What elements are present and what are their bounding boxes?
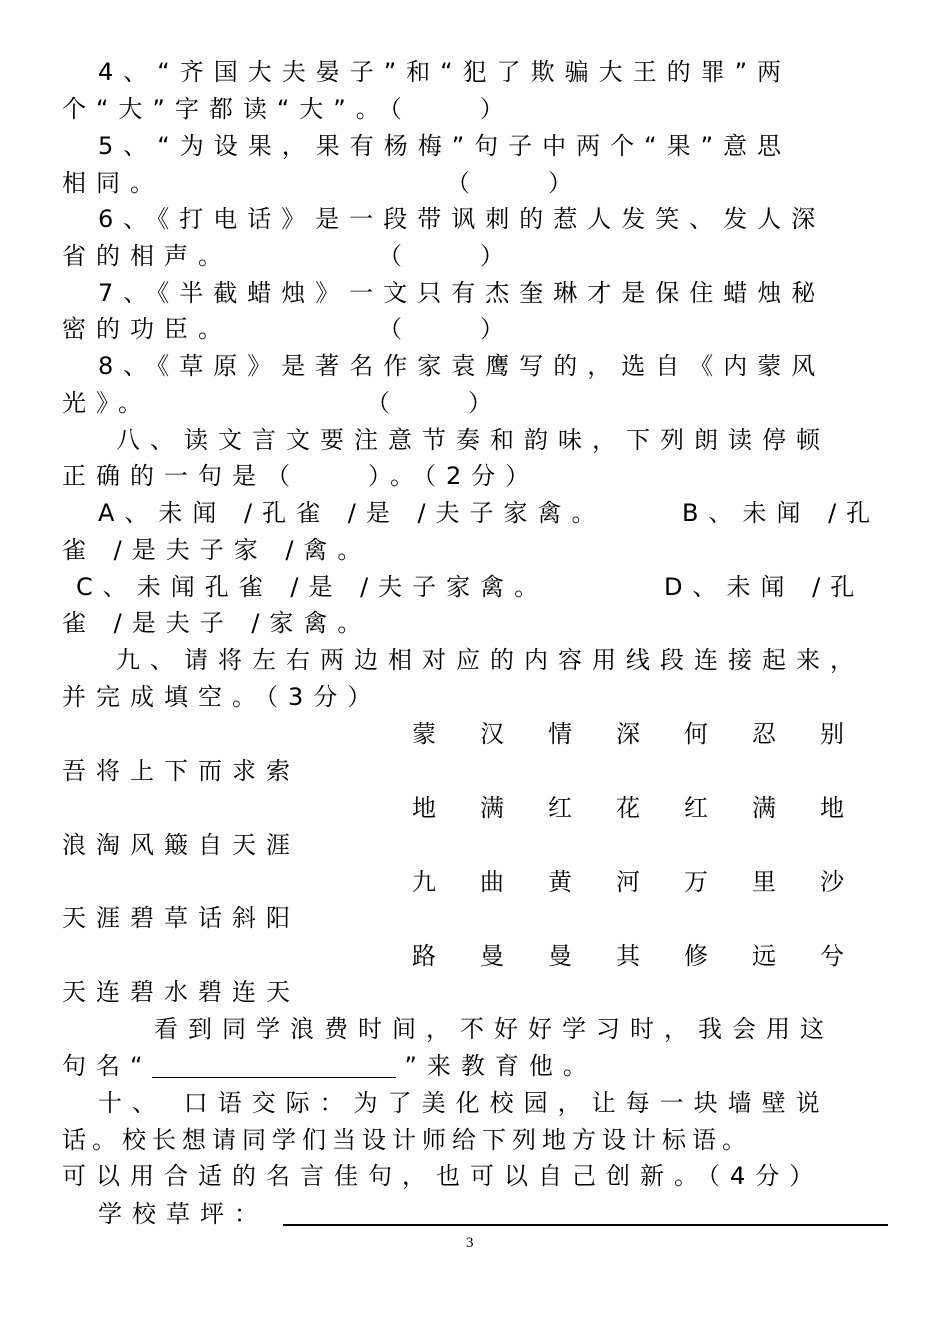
lawn-slogan-label: 学校草坪： bbox=[98, 1200, 268, 1228]
page-number: 3 bbox=[466, 1235, 474, 1251]
judge-item-6-line-1: 6、《打电话》是一段带讽刺的惹人发笑、发人深 bbox=[98, 205, 826, 233]
fill-in-blank[interactable] bbox=[152, 1055, 396, 1078]
matching-left-item-3: 天涯碧草话斜阳 bbox=[62, 904, 300, 932]
question-8-line-2: 正确的一句是（ ）。（2分） bbox=[62, 462, 540, 490]
option-d-continued: 雀 /是夫子 /家禽。 bbox=[62, 609, 372, 637]
question-10-line-1: 十、 口语交际：为了美化校园，让每一块墙壁说 bbox=[98, 1089, 830, 1117]
judge-item-8-line-2: 光》。 （ ） bbox=[62, 389, 502, 417]
question-9-line-2: 并完成填空。（3分） bbox=[62, 683, 382, 711]
fill-in-prefix: 句名“ bbox=[62, 1052, 153, 1080]
matching-left-item-1: 吾将上下而求索 bbox=[62, 757, 300, 785]
judge-item-5-line-1: 5、“为设果，果有杨梅”句子中两个“果”意思 bbox=[98, 132, 792, 160]
question-10-line-3: 可以用合适的名言佳句，也可以自己创新。（4分） bbox=[62, 1162, 824, 1190]
matching-left-item-2: 浪淘风簸自天涯 bbox=[62, 831, 300, 859]
lawn-slogan-answer-line[interactable] bbox=[283, 1224, 888, 1226]
option-b: B、未闻 /孔 bbox=[682, 499, 881, 527]
judge-item-7-line-1: 7、《半截蜡烛》一文只有杰奎琳才是保住蜡烛秘 bbox=[98, 279, 826, 307]
matching-right-item-1: 蒙汉情深何忍别 bbox=[412, 720, 888, 748]
matching-right-item-2: 地满红花红满地 bbox=[412, 794, 888, 822]
option-a: A、未闻 /孔雀 /是 /夫子家禽。 bbox=[98, 499, 606, 527]
matching-right-item-3: 九曲黄河万里沙 bbox=[412, 868, 888, 896]
question-10-line-2: 话。校长想请同学们当设计师给下列地方设计标语。 bbox=[62, 1126, 752, 1154]
fill-in-line-1: 看到同学浪费时间，不好好学习时，我会用这 bbox=[154, 1015, 834, 1043]
judge-item-5-line-2: 相同。 （ ） bbox=[62, 169, 582, 197]
fill-in-suffix: ”来教育他。 bbox=[404, 1052, 597, 1080]
question-8-line-1: 八、读文言文要注意节奏和韵味，下列朗读停顿 bbox=[116, 426, 830, 454]
question-9-line-1: 九、请将左右两边相对应的内容用线段连接起来， bbox=[116, 646, 864, 674]
fill-in-line-2 bbox=[62, 1050, 597, 1082]
judge-item-4-line-2: 个“大”字都读“大”。（ ） bbox=[62, 95, 514, 123]
option-c: C、未闻孔雀 /是 /夫子家禽。 bbox=[76, 573, 549, 601]
judge-item-8-line-1: 8、《草原》是著名作家袁鹰写的，选自《内蒙风 bbox=[98, 352, 826, 380]
judge-item-7-line-2: 密的功臣。 （ ） bbox=[62, 315, 514, 343]
matching-right-item-4: 路曼曼其修远兮 bbox=[412, 942, 888, 970]
judge-item-4-line-1: 4、“齐国大夫晏子”和“犯了欺骗大王的罪”两 bbox=[98, 58, 792, 86]
option-d: D、未闻 /孔 bbox=[664, 573, 865, 601]
matching-left-item-4: 天连碧水碧连天 bbox=[62, 978, 300, 1006]
judge-item-6-line-2: 省的相声。 （ ） bbox=[62, 242, 514, 270]
option-b-continued: 雀 /是夫子家 /禽。 bbox=[62, 536, 372, 564]
